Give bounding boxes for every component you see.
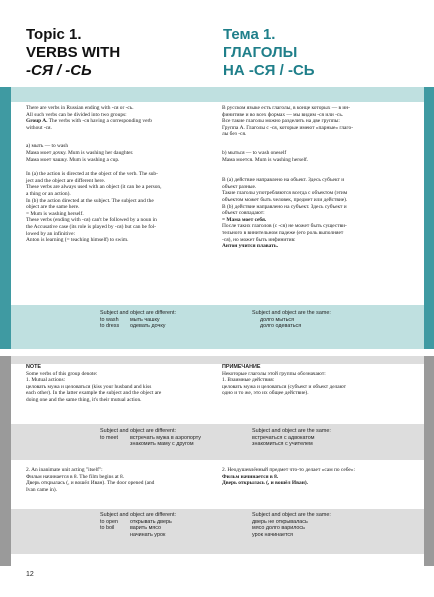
table-row: знакомиться с учителем: [252, 441, 313, 448]
left-explanation: lowed by an infinitive:: [26, 230, 75, 237]
table-heading: Subject and object are different:: [100, 512, 177, 518]
left-table-1: [100, 310, 220, 330]
right-topic-title: ГЛАГОЛЫ: [223, 44, 298, 61]
table-row: урок начинается: [252, 531, 293, 538]
right-teal-bar: [424, 87, 434, 349]
right-explanation: тельного в винительном падеже (его роль выполняет: [222, 229, 344, 236]
table-heading: Subject and object are different:: [100, 310, 177, 316]
left-table-2: [100, 428, 220, 448]
table-row: to meet встречать мужа в аэропорту: [100, 434, 201, 441]
left-explanation: Anton is learning (= teaching himself) to swim.: [26, 237, 129, 244]
table-row: мясо долго варилось: [252, 525, 305, 532]
table-row: знакомить маму с другом: [130, 441, 194, 448]
note-line: 1. Mutual actions:: [26, 377, 66, 384]
right-explanation: объектом может быть человек, предмет или действие).: [222, 196, 348, 203]
right-note: [222, 364, 417, 397]
table-row: встречаться с адвокатом: [252, 434, 315, 441]
inanimate-line: Фильм начинается в 8. The film begins at 8.: [26, 473, 125, 480]
table-heading: Subject and object are the same:: [252, 428, 331, 434]
right-grey-bar: [424, 356, 434, 566]
left-explanation: the Accusative case (its role is played by -ся) but can be fol-: [26, 223, 157, 230]
table-row: начинать урок: [130, 531, 166, 538]
right-inanimate: [222, 467, 417, 487]
right-explanation: = Мама моет себя.: [222, 216, 267, 223]
right-intro-line: В русском языке есть глаголы, в конце которых — в ин-: [222, 105, 350, 111]
right-topic-subtitle: НА -СЯ / -СЬ: [223, 62, 315, 79]
left-explanation: In (a) the action is directed at the object of the verb. The sub-: [26, 171, 158, 178]
left-example-a: a) мыть — to wash: [26, 143, 69, 150]
right-column: [222, 105, 417, 250]
right-intro-line: финитиве и во всех формах — мы видим -ся или -сь.: [222, 111, 344, 118]
right-topic-number: Тема 1.: [223, 26, 276, 43]
left-explanation: In (b) the action directed at the subject. The subject and the: [26, 197, 154, 204]
note-line: целовать мужа и целоваться (kiss your husband and kiss: [26, 383, 152, 390]
left-topic-subtitle: -СЯ / -СЬ: [26, 62, 92, 79]
right-table-1: [252, 310, 392, 330]
teal-section-band: [11, 87, 424, 102]
inanimate-line: Дверь открылась (, и вошёл Иван).: [222, 480, 308, 487]
left-intro-line: [26, 118, 216, 125]
right-explanation: объект разные.: [222, 183, 257, 190]
note-line: Some verbs of this group denote:: [26, 370, 98, 377]
right-explanation: объект совпадают:: [222, 210, 265, 217]
table-row: долго одеваться: [260, 323, 302, 330]
right-example-b: b) мыться — to wash oneself: [222, 149, 287, 156]
right-explanation: -ся), но может быть инфинитив:: [222, 236, 296, 243]
left-example-a: Мама моет чашку. Mum is washing a cup.: [26, 156, 120, 163]
left-inanimate: [26, 467, 216, 493]
right-explanation: Такие глаголы употребляются всегда с объектом (этим: [222, 190, 348, 197]
note-heading: NOTE: [26, 364, 41, 370]
left-intro-line: without -ся.: [26, 124, 52, 131]
left-topic-number: Topic 1.: [26, 26, 82, 43]
left-explanation: ject and the object are different here.: [26, 177, 106, 184]
left-grey-bar: [0, 356, 11, 566]
left-column: [26, 105, 216, 244]
right-explanation: В (а) действие направлено на объект. Здесь субъект и: [222, 177, 345, 184]
table-heading: Subject and object are the same:: [252, 512, 331, 518]
inanimate-line: Дверь открылась (, и вошёл Иван). The door opened (and: [26, 480, 155, 487]
group-a-text: The verbs with -ся having a corresponding verb: [47, 118, 152, 125]
right-explanation: В (b) действие направлено на субъект. Здесь субъект и: [222, 203, 347, 210]
right-intro-line: лы без -ся.: [222, 131, 247, 138]
left-example-a: Мама моет дочку. Mum is washing her daughter.: [26, 149, 134, 156]
right-explanation: После таких глаголов (с -ся) не может быть существи-: [222, 223, 347, 230]
page-number: 12: [26, 571, 34, 578]
note-line: одно и то же, это их общее действие).: [222, 390, 309, 397]
left-table-3: [100, 512, 220, 538]
left-explanation: a thing or an action).: [26, 190, 71, 197]
left-teal-bar: [0, 87, 11, 349]
table-row: дверь не открывалась: [252, 518, 308, 525]
right-table-3: [252, 512, 392, 538]
note-line: doing one and the same thing, it's their mutual action.: [26, 396, 142, 403]
table-row: to open открывать дверь: [100, 518, 172, 525]
note-line: целовать мужа и целоваться (субъект и объект делают: [222, 383, 346, 390]
table-row: to wash мыть чашку: [100, 316, 160, 323]
grey-section-band: [11, 356, 424, 364]
inanimate-line: 2. An inanimate unit acting "itself":: [26, 467, 103, 473]
left-explanation: These verbs (ending with -ся) can't be followed by a noun in: [26, 217, 157, 224]
left-intro-line: All such verbs can be divided into two groups:: [26, 111, 127, 118]
left-explanation: These verbs are always used with an object (it can be a person,: [26, 184, 162, 191]
inanimate-line: 2. Неодушевлённый предмет что-то делает «сам по себе»:: [222, 467, 355, 473]
table-row: to boil варить мясо: [100, 525, 161, 532]
group-a-label: Group A.: [26, 118, 48, 125]
right-intro-line: Все такие глаголы можно разделить на две группы:: [222, 118, 340, 125]
left-explanation: object are the same here.: [26, 204, 80, 211]
table-heading: Subject and object are different:: [100, 428, 177, 434]
inanimate-line: Ivan came in).: [26, 486, 57, 493]
left-topic-title: VERBS WITH: [26, 44, 121, 61]
table-heading: Subject and object are the same:: [252, 310, 331, 316]
left-intro-line: There are verbs in Russian ending with -ся or -сь.: [26, 105, 134, 111]
table-row: to dress одевать дочку: [100, 323, 166, 330]
right-table-2: [252, 428, 392, 448]
left-explanation: = Mum is washing herself.: [26, 210, 84, 217]
note-line: Некоторые глаголы этой группы обозначают:: [222, 370, 326, 377]
note-line: 1. Взаимные действия:: [222, 377, 275, 384]
right-example-b: Мама моется. Mum is washing herself.: [222, 156, 309, 163]
left-note: [26, 364, 216, 404]
note-line: each other). In the latter example the subject and the object are: [26, 390, 162, 397]
note-heading: ПРИМЕЧАНИЕ: [222, 364, 261, 370]
inanimate-line: Фильм начинается в 8.: [222, 473, 279, 480]
table-row: долго мыться: [260, 316, 294, 323]
right-intro-line: Группа А. Глаголы с -ся, которые имеют «парные» глаго-: [222, 124, 354, 131]
right-explanation: Антон учится плавать.: [222, 243, 279, 250]
